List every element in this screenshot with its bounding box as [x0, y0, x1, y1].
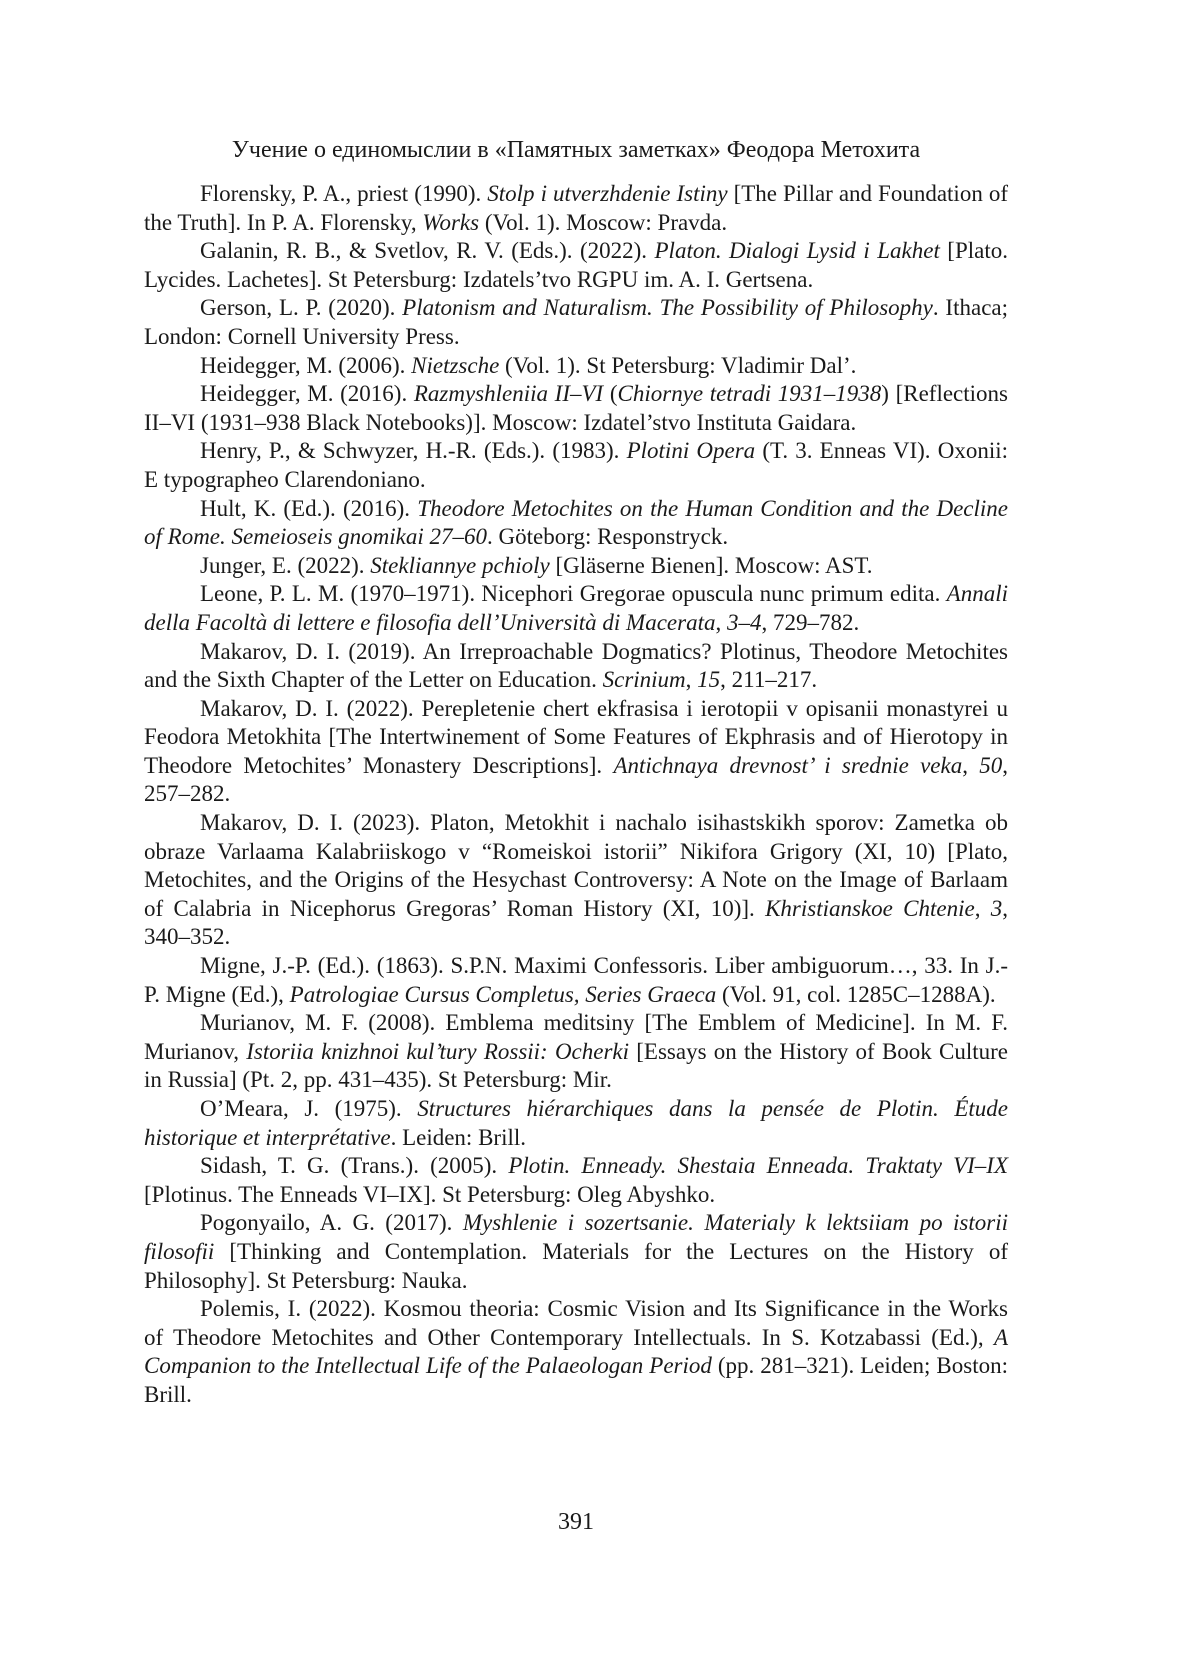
reference-text: Sidash, T. G. (Trans.). (2005). — [200, 1153, 509, 1179]
reference-text: [Plato. Lycides. Lachetes]. St Petersburg: Izdatels’tvo RGPU im. A. I. Gertsena. — [144, 238, 1008, 292]
reference-text: Junger, E. (2022). — [200, 552, 371, 578]
reference-title: Chiornye tetradi 1931–1938 — [617, 381, 882, 407]
reference-entry — [144, 294, 1008, 351]
reference-text: , 211–217. — [720, 667, 818, 693]
reference-entry — [144, 638, 1008, 695]
reference-text: Galanin, R. B., & Svetlov, R. V. (Eds.). (2022). — [200, 238, 655, 264]
reference-text: O’Meara, J. (1975). — [200, 1096, 418, 1121]
reference-text: ) [Reflections II–VI (1931–938 Black Notebooks)]. Moscow: Izdatel’stvo Instituta Gaidara. — [144, 381, 1009, 435]
reference-title: Plotini Opera — [626, 438, 756, 464]
reference-entry — [144, 580, 1008, 637]
reference-title: Structures hiérarchiques dans la pensée de Plotin. Étude historique et interprétative — [144, 1096, 1008, 1150]
reference-text: Pogonyailo, A. G. (2017). — [200, 1210, 463, 1236]
reference-text: Florensky, P. A., priest (1990). — [200, 181, 488, 206]
reference-title: 15 — [697, 667, 721, 693]
reference-title: Plotin. Enneady. Shestaia Enneada. Traktaty VI–IX — [508, 1153, 1008, 1179]
reference-text: , — [685, 667, 698, 693]
reference-title: Patrologiae Cursus Completus, Series Graeca — [289, 981, 717, 1007]
reference-entry — [144, 809, 1008, 952]
reference-text: ( — [603, 381, 618, 407]
reference-text: (T. 3. Enneas VI). Oxonii: E typographeo Clarendoniano. — [144, 438, 1008, 492]
reference-title: Nietzsche — [411, 352, 500, 378]
reference-text: Migne, J.-P. (Ed.). (1863). S.P.N. Maximi Confessoris. Liber ambiguorum…, 33. In J.-P. Migne (Ed.), — [144, 953, 1008, 1007]
reference-text: . Leiden: Brill. — [390, 1124, 526, 1150]
reference-entry — [144, 180, 1008, 237]
reference-title: Theodore Metochites on the Human Condition and the Decline of Rome. Semeioseis gnomikai 27–60 — [144, 495, 1009, 550]
reference-title: Antichnaya drevnost’ i srednie veka — [613, 752, 963, 778]
reference-text: [The Pillar and Foundation of the Truth]. In P. A. Florensky, — [144, 181, 1008, 235]
reference-text: , — [974, 895, 991, 921]
reference-text: [Plotinus. The Enneads VI–IX]. St Petersburg: Oleg Abyshko. — [144, 1181, 716, 1207]
reference-entry — [144, 495, 1008, 552]
reference-entry — [144, 1209, 1008, 1295]
reference-text: (Vol. 1). Moscow: Pravda. — [479, 209, 728, 235]
reference-entry — [144, 952, 1008, 1009]
reference-text: , 340–352. — [144, 895, 1008, 950]
reference-text: Makarov, D. I. (2022). Perepletenie chert ekfrasisa i ierotopii v opisanii monastyrei u Feodora Metokhita [The Intertwinement of Some Features of Ekphrasis and of Hierotopy in Theodore Metochites’ Monastery Descriptions]. — [144, 695, 1008, 778]
reference-title: Myshlenie i sozertsanie. Materialy k lektsiiam po istorii filosofii — [144, 1210, 1008, 1264]
reference-text: Makarov, D. I. (2019). An Irreproachable Dogmatics? Plotinus, Theodore Metochites and the Sixth Chapter of the Letter on Education. — [144, 638, 1008, 693]
reference-entry — [144, 437, 1008, 494]
reference-text: (Vol. 91, col. 1285C–1288A). — [716, 981, 996, 1007]
reference-text: , — [962, 752, 980, 778]
reference-title: Scrinium — [602, 667, 686, 693]
reference-text: , — [715, 609, 727, 635]
reference-text: . Göteborg: Responstryck. — [487, 524, 729, 550]
reference-text: Polemis, I. (2022). Kosmou theoria: Cosmic Vision and Its Significance in the Works of Theodore Metochites and Other Contemporary Intellectuals. In S. Kotzabassi (Ed.), — [144, 1296, 1008, 1350]
page-number: 391 — [558, 1509, 594, 1535]
reference-title: Khristianskoe Chtenie — [765, 895, 975, 921]
reference-list — [144, 180, 1008, 1410]
reference-text: . Ithaca; London: Cornell University Press. — [144, 295, 1009, 349]
reference-title: A Companion to the Intellectual Life of the Palaeologan Period — [144, 1324, 1008, 1379]
reference-text: , 729–782. — [761, 609, 860, 635]
reference-text: Heidegger, M. (2016). — [200, 381, 414, 407]
reference-entry — [144, 552, 1008, 581]
reference-entry — [144, 1295, 1008, 1409]
reference-entry — [144, 1152, 1008, 1209]
reference-title: Istoriia knizhnoi kul’tury Rossii: Ocherki — [246, 1038, 630, 1064]
reference-title: Stekliannye pchioly — [370, 552, 550, 578]
reference-title: Razmyshleniia II–VI — [413, 381, 604, 407]
reference-title: 3–4 — [726, 609, 762, 635]
reference-text: Heidegger, M. (2006). — [200, 352, 412, 378]
reference-title: 50 — [979, 752, 1003, 778]
reference-text: (pp. 281–321). Leiden; Boston: Brill. — [144, 1353, 1008, 1407]
reference-entry — [144, 237, 1008, 294]
reference-text: Leone, P. L. M. (1970–1971). Nicephori Gregorae opuscula nunc primum edita. — [200, 581, 947, 607]
reference-title: Platon. Dialogi Lysid i Lakhet — [654, 238, 940, 264]
reference-text: [Gläserne Bienen]. Moscow: AST. — [549, 552, 873, 578]
reference-entry — [144, 695, 1008, 809]
reference-title: Platonism and Naturalism. The Possibility of Philosophy — [402, 295, 933, 321]
reference-entry — [144, 1095, 1008, 1152]
reference-title: Stolp i utverzhdenie Istiny — [487, 181, 728, 206]
reference-text: Henry, P., & Schwyzer, H.-R. (Eds.). (1983). — [200, 438, 627, 464]
reference-title: Annali della Facoltà di lettere e filosofia dell’Università di Macerata — [144, 581, 1008, 635]
reference-text: Makarov, D. I. (2023). Platon, Metokhit i nachalo isihastskikh sporov: Zametka ob obraze Varlaama Kalabriiskogo v “Romeiskoi istorii” Nikifora Grigory (XI, 10) [Plato, Metochites, and the Origins of the Hesychast Controversy: A Note on the Image of Barlaam of Calabria in Nicephorus Gregoras’ Roman History (XI, 10)]. — [144, 810, 1008, 921]
reference-title: 3 — [990, 895, 1003, 921]
reference-text: Hult, K. (Ed.). (2016). — [200, 495, 418, 521]
reference-text: Murianov, M. F. (2008). Emblema meditsiny [The Emblem of Medicine]. In M. F. Murianov, — [144, 1010, 1008, 1064]
reference-text: (Vol. 1). St Petersburg: Vladimir Dal’. — [499, 352, 857, 378]
reference-entry — [144, 380, 1008, 437]
reference-text: [Thinking and Contemplation. Materials for the Lectures on the History of Philosophy]. St Petersburg: Nauka. — [144, 1238, 1008, 1293]
reference-text: [Essays on the History of Book Culture in Russia] (Pt. 2, pp. 431–435). St Petersburg: Mir. — [144, 1038, 1009, 1093]
running-head: Учение о единомыслии в «Памятных заметках» Феодора Метохита — [231, 137, 921, 163]
reference-entry — [144, 1009, 1008, 1095]
reference-title: Works — [422, 209, 480, 235]
reference-entry — [144, 352, 1008, 381]
reference-text: , 257–282. — [144, 752, 1009, 807]
reference-text: Gerson, L. P. (2020). — [200, 295, 403, 321]
